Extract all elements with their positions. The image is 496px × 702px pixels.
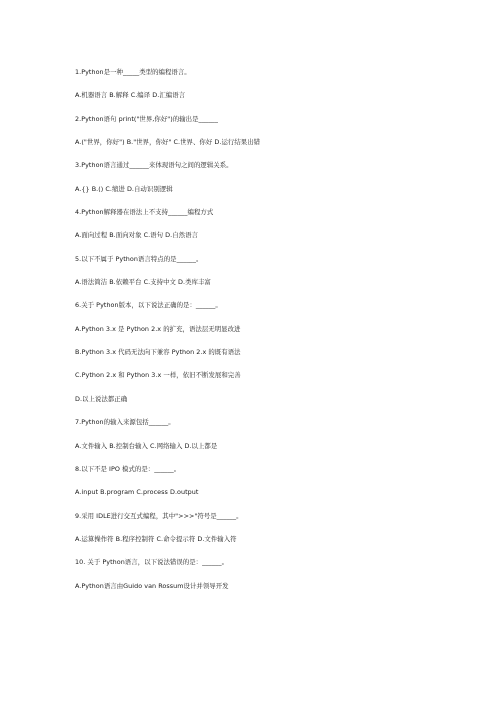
question-1: 1.Python是一种_____类型的编程语言。 bbox=[75, 68, 191, 76]
question-8: 8.以下不是 IPO 模式的是：______。 bbox=[75, 464, 181, 473]
question-1-options: A.机器语言 B.解释 C.编译 D.汇编语言 bbox=[75, 91, 186, 100]
question-list bbox=[75, 68, 475, 605]
question-6-option-a: A.Python 3.x 是 Python 2.x 的扩充，语法层无明显改进 bbox=[75, 324, 241, 333]
question-6: 6.关于 Python版本，以下说法正确的是：______。 bbox=[75, 301, 222, 310]
question-10: 10. 关于 Python语言，以下说法错误的是：______。 bbox=[75, 558, 229, 567]
question-4: 4.Python解释器在语法上不支持______编程方式 bbox=[75, 208, 214, 217]
question-7: 7.Python的输入来源包括______。 bbox=[75, 418, 175, 427]
question-6-option-c: C.Python 2.x 和 Python 3.x 一样，依旧不断发展和完善 bbox=[75, 371, 241, 380]
question-4-options: A.面向过程 B.面向对象 C.语句 D.自然语言 bbox=[75, 231, 198, 240]
question-2-options: A.("世界，你好") B."世界，你好" C.世界、你好 D.运行结果出错 bbox=[75, 138, 261, 147]
question-6-option-b: B.Python 3.x 代码无法向下兼容 Python 2.x 的既有语法 bbox=[75, 348, 241, 357]
question-5-options: A.语法简洁 B.依赖平台 C.支持中文 D.类库丰富 bbox=[75, 278, 211, 287]
question-3-options: A.{} B.() C.缩进 D.自动识别逻辑 bbox=[75, 184, 173, 193]
question-6-option-d: D.以上说法都正确 bbox=[75, 394, 128, 403]
question-2: 2.Python语句 print("世界,你好")的输出是______ bbox=[75, 114, 219, 123]
question-9: 9.采用 IDLE进行交互式编程，其中">>>"符号是______。 bbox=[75, 511, 243, 520]
question-5: 5.以下不属于 Python语言特点的是______。 bbox=[75, 254, 203, 263]
question-3: 3.Python语言通过______来体现语句之间的逻辑关系。 bbox=[75, 161, 233, 170]
question-8-options: A.input B.program C.process D.output bbox=[75, 488, 199, 497]
question-7-options: A.文件输入 B.控制台输入 C.网络输入 D.以上都是 bbox=[75, 441, 218, 450]
question-10-option-a: A.Python语言由Guido van Rossum设计并领导开发 bbox=[75, 581, 229, 590]
question-9-options: A.运算操作符 B.程序控制符 C.命令提示符 D.文件输入符 bbox=[75, 534, 237, 543]
